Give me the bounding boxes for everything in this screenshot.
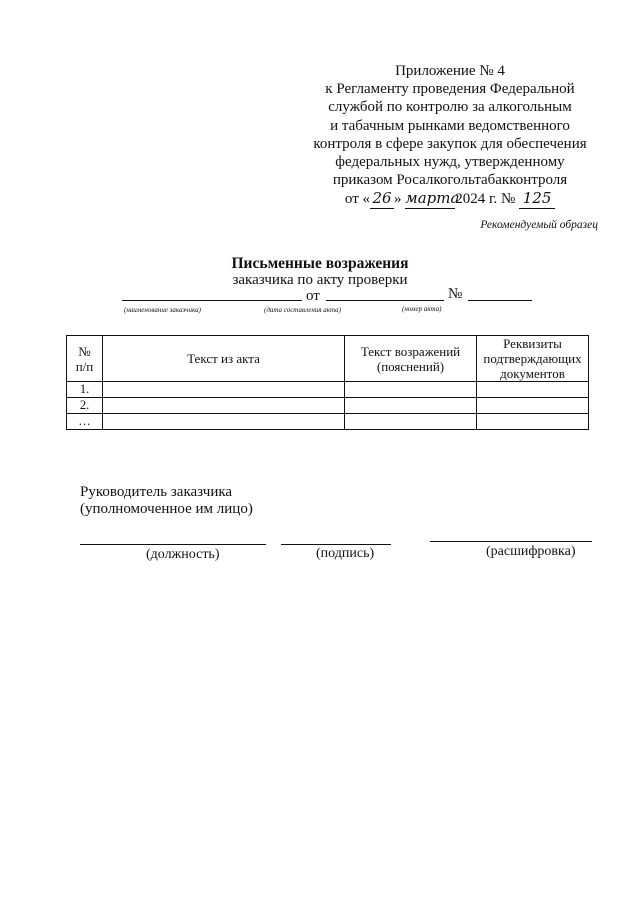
document-subtitle: заказчика по акту проверки [232,272,408,288]
handwritten-day: 26 [370,189,394,208]
table-row [67,382,589,398]
act-date-line [326,300,444,301]
header-number: № п/п [67,336,103,382]
appendix-block [300,62,600,209]
objections-table [66,335,589,430]
row-number: … [67,414,103,430]
table-row [67,398,589,414]
signature-caption: (подпись) [316,546,375,561]
row-number: 1. [67,382,103,398]
header-documents: Реквизиты подтверждающих документов [477,336,589,382]
appendix-line: Приложение № 4 [395,63,505,79]
position-caption: (должность) [146,547,220,562]
handwritten-number: 125 [519,189,555,208]
act-number-line [468,300,532,301]
appendix-line: федеральных нужд, утвержденному [335,154,565,171]
signature-line [281,544,391,545]
appendix-date-line: от « 26 » марта2024 г. № 125 [300,189,600,208]
appendix-line: и табачным рынками ведомственного [330,117,570,134]
header-act-text: Текст из акта [103,336,345,382]
hint-number: (номер акта) [402,305,442,313]
from-label: от [306,288,320,304]
document-title: Письменные возражения [231,255,409,272]
table-header-row [67,336,589,382]
appendix-line: контроля в сфере закупок для обеспечения [313,135,587,152]
decipher-caption: (расшифровка) [486,544,576,559]
header-objection-text: Текст возражений (пояснений) [345,336,477,382]
row-number: 2. [67,398,103,414]
hint-customer: (наименование заказчика) [124,306,201,314]
decipher-line [430,541,592,542]
appendix-line: службой по контролю за алкогольным [328,99,572,116]
recommended-sample-label: Рекомендуемый образец [480,219,598,231]
signer-heading-line2: (уполномоченное им лицо) [80,501,253,517]
position-line [80,544,266,545]
table-row [67,414,589,430]
hint-date: (дата составления акта) [264,306,341,314]
customer-name-line [122,300,302,301]
signer-heading-line1: Руководитель заказчика [80,484,233,500]
handwritten-month: марта [405,189,460,208]
appendix-line: приказом Росалкогольтабакконтроля [332,172,568,189]
number-label: № [448,286,463,302]
appendix-line: к Регламенту проведения Федеральной [325,81,575,98]
